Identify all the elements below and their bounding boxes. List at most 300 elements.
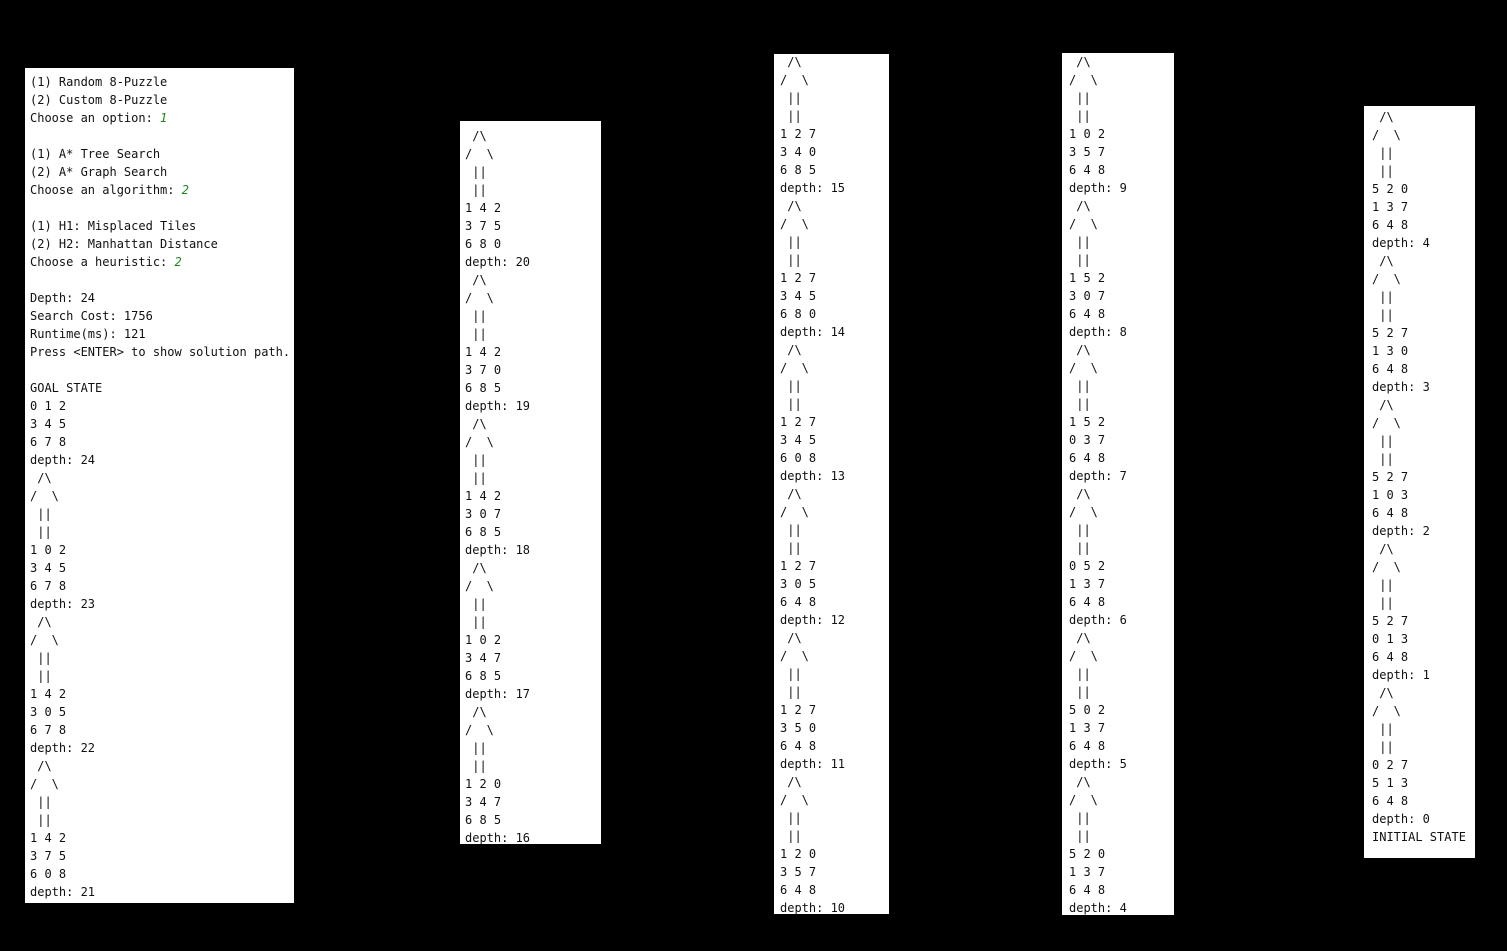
console-line [465,757,601,775]
console-line-text: / \ [780,505,809,519]
console-line [1069,791,1174,809]
console-line [780,593,889,611]
console-line [1069,395,1174,413]
console-line [1372,774,1475,792]
console-line-text: || [780,253,802,267]
console-line [780,71,889,89]
console-line-text: 3 4 5 [30,561,67,575]
console-line-text: 3 4 5 [780,289,817,303]
console-line [30,307,294,325]
console-line-text: 3 0 5 [30,705,67,719]
console-line [780,125,889,143]
console-line-text: 3 0 7 [465,507,502,521]
console-line [465,631,601,649]
console-line-text: /\ [30,615,52,629]
console-line [1069,467,1174,485]
console-line-text: /\ [1372,110,1394,124]
console-line [780,809,889,827]
console-line-text: (2) A* Graph Search [30,165,168,179]
console-line [465,307,601,325]
console-line [1069,161,1174,179]
console-line-text: /\ [1069,55,1091,69]
console-line [465,811,601,829]
console-line [780,467,889,485]
console-line [1069,629,1174,647]
console-line [1372,360,1475,378]
console-line-text: 6 4 8 [1069,595,1106,609]
console-line [1069,305,1174,323]
console-line-text: depth: 11 [780,757,846,771]
console-line-text: || [780,379,802,393]
console-line [1372,198,1475,216]
console-line-text: / \ [780,793,809,807]
console-line [1069,899,1174,915]
console-line [780,143,889,161]
console-line [1069,647,1174,665]
console-line [30,325,294,343]
console-line [465,397,601,415]
console-lines [1062,53,1174,915]
console-line [780,719,889,737]
console-line-text: 6 4 8 [1372,794,1409,808]
console-line-text: /\ [30,471,52,485]
console-line-text: / \ [1069,505,1098,519]
console-line-text: || [1372,596,1394,610]
console-line-text: /\ [1069,343,1091,357]
console-line-text: / \ [780,217,809,231]
console-line [780,161,889,179]
console-lines [774,54,889,914]
console-line [1069,773,1174,791]
console-line-text: 0 5 2 [1069,559,1106,573]
console-line-text: 6 8 5 [465,525,502,539]
console-line-text: 1 3 0 [1372,344,1409,358]
console-line [780,54,889,71]
console-line [1069,377,1174,395]
console-line-text: 6 8 5 [465,813,502,827]
console-line [1069,71,1174,89]
console-line-text: / \ [780,361,809,375]
console-line-text: depth: 4 [1372,236,1430,250]
console-line-text: depth: 16 [465,831,531,844]
console-line [1372,216,1475,234]
console-line-text: INITIAL STATE [1372,830,1466,844]
console-line [30,469,294,487]
console-line-text: || [1069,523,1091,537]
console-line-text: 3 4 0 [780,145,817,159]
console-line [1372,666,1475,684]
console-line-text: 1 0 2 [465,633,502,647]
console-line-text: 6 7 8 [30,723,67,737]
console-panel-5 [1364,106,1475,858]
console-line-text: 1 4 2 [30,831,67,845]
console-line-text: 6 4 8 [1069,307,1106,321]
console-line [30,703,294,721]
console-line [465,829,601,844]
console-line [780,557,889,575]
console-line [1069,287,1174,305]
console-line [465,325,601,343]
console-line-text: 5 1 3 [1372,776,1409,790]
console-line [30,397,294,415]
console-line [30,631,294,649]
console-line-text: (1) H1: Misplaced Tiles [30,219,197,233]
console-line [1069,341,1174,359]
console-line-text: 3 4 7 [465,795,502,809]
console-line-text: || [1372,308,1394,322]
console-line-text: / \ [1372,416,1401,430]
console-line [1069,89,1174,107]
console-line-text: || [1372,740,1394,754]
console-line [30,91,294,109]
console-line [780,431,889,449]
console-line [30,577,294,595]
console-line [780,305,889,323]
console-line [1069,215,1174,233]
console-line [30,253,294,271]
console-line [1069,593,1174,611]
console-line-text: Search Cost: 1756 [30,309,153,323]
console-line [780,323,889,341]
console-line [780,539,889,557]
console-line-text: Depth: 24 [30,291,96,305]
console-line-text: || [465,615,487,629]
console-line-text: || [1372,434,1394,448]
console-line-text: || [1372,290,1394,304]
console-line-text: depth: 22 [30,741,96,755]
console-line [30,523,294,541]
console-line-text: / \ [465,147,494,161]
console-line [465,595,601,613]
console-line [780,179,889,197]
console-line-text: 6 4 8 [1069,739,1106,753]
console-line [30,181,294,199]
console-line-text: 1 0 2 [1069,127,1106,141]
console-line [465,433,601,451]
console-line [780,485,889,503]
console-line-text: 1 2 7 [780,559,817,573]
console-line [1372,162,1475,180]
console-line-text: depth: 12 [780,613,846,627]
console-line [30,883,294,901]
console-line [30,541,294,559]
console-line-text: / \ [1069,361,1098,375]
console-line-text: || [465,759,487,773]
console-line-text: || [30,669,52,683]
console-line-text: 3 7 0 [465,363,502,377]
console-line [30,811,294,829]
console-line [30,433,294,451]
console-line [1069,719,1174,737]
console-line-text: || [1372,722,1394,736]
console-line [1372,594,1475,612]
console-line-text: 6 8 5 [465,381,502,395]
console-line [1372,828,1475,846]
console-panel-2 [460,121,601,844]
console-line [465,775,601,793]
console-line [1372,684,1475,702]
console-line [30,271,294,289]
console-line-text: (1) A* Tree Search [30,147,161,161]
console-line [465,721,601,739]
console-line-text: depth: 15 [780,181,846,195]
console-line-text: 5 0 2 [1069,703,1106,717]
console-line-text: || [1069,109,1091,123]
console-line [1372,252,1475,270]
console-line-text: || [1069,667,1091,681]
console-line [465,667,601,685]
console-line-text: depth: 21 [30,885,96,899]
console-line [465,685,601,703]
console-line-text: depth: 18 [465,543,531,557]
console-line-text: / \ [1372,704,1401,718]
console-line-text: 6 4 8 [780,739,817,753]
console-line [780,845,889,863]
console-line-text: /\ [780,343,802,357]
console-line [780,611,889,629]
console-line-text: 6 7 8 [30,435,67,449]
console-line [1372,324,1475,342]
console-line-text: / \ [1069,793,1098,807]
console-line-text: depth: 4 [1069,901,1127,915]
console-line [780,89,889,107]
console-line [30,289,294,307]
console-line-text: 1 3 7 [1069,577,1106,591]
console-line [1069,143,1174,161]
console-line [1069,755,1174,773]
console-line-text: /\ [465,417,487,431]
console-line [780,791,889,809]
console-line-text: 1 4 2 [465,201,502,215]
console-line [1069,683,1174,701]
console-line-text: depth: 1 [1372,668,1430,682]
console-line-text: 1 4 2 [465,489,502,503]
console-line [780,413,889,431]
console-line-text: 3 5 7 [780,865,817,879]
console-line-text: 6 0 8 [30,867,67,881]
console-line-text: /\ [780,775,802,789]
console-line-text: /\ [1069,775,1091,789]
console-line [465,271,601,289]
console-line [1372,612,1475,630]
console-line-text: depth: 20 [465,255,531,269]
console-line-text: depth: 19 [465,399,531,413]
console-line-text: || [1069,811,1091,825]
console-line [1069,611,1174,629]
console-line-text: 5 2 7 [1372,326,1409,340]
console-line-text: || [780,811,802,825]
console-line [780,899,889,914]
console-line-text: / \ [1069,217,1098,231]
console-line [465,253,601,271]
console-line-text: || [465,453,487,467]
console-line [465,235,601,253]
console-line [465,505,601,523]
console-line-text: depth: 14 [780,325,846,339]
console-line-text: || [1069,541,1091,555]
console-line [465,451,601,469]
console-line-text: || [1069,91,1091,105]
console-line [1372,540,1475,558]
console-line-text: / \ [1372,272,1401,286]
console-line [465,541,601,559]
console-line [1069,197,1174,215]
console-line-text: / \ [30,489,59,503]
console-line [1069,125,1174,143]
console-line [780,197,889,215]
console-line-text: || [780,91,802,105]
console-line-text: Runtime(ms): 121 [30,327,146,341]
console-line [30,361,294,379]
console-line [780,215,889,233]
console-line [780,863,889,881]
console-line-text: || [30,507,52,521]
console-line [1372,450,1475,468]
console-line-text: || [1372,146,1394,160]
console-line [30,667,294,685]
console-line [30,829,294,847]
console-line-text: 3 0 5 [780,577,817,591]
console-line [30,415,294,433]
console-line [1372,414,1475,432]
console-line-text: || [780,541,802,555]
console-line [465,613,601,631]
console-line-text: depth: 10 [780,901,846,914]
console-line-text: || [465,309,487,323]
console-line-text: || [780,667,802,681]
console-line [1069,557,1174,575]
console-line [30,757,294,775]
console-line [30,73,294,91]
console-line-text: 3 5 0 [780,721,817,735]
console-line [1069,413,1174,431]
console-line-text: || [1372,578,1394,592]
console-line-text: / \ [1069,649,1098,663]
console-line-text: 1 2 7 [780,127,817,141]
console-line [1372,504,1475,522]
console-line [30,649,294,667]
console-line [30,595,294,613]
console-line [1069,737,1174,755]
console-line [465,487,601,505]
console-line [465,559,601,577]
console-line-text: /\ [1069,199,1091,213]
console-line-text: /\ [30,759,52,773]
console-line-text: / \ [465,723,494,737]
console-line [780,665,889,683]
console-line-text: 6 7 8 [30,579,67,593]
console-line-text: /\ [780,487,802,501]
console-line-text: 6 4 8 [1372,506,1409,520]
console-line [780,395,889,413]
console-line-text: 1 2 0 [465,777,502,791]
console-line [465,469,601,487]
console-line-text: 6 8 5 [780,163,817,177]
console-line [465,217,601,235]
console-line [30,739,294,757]
console-line-text: / \ [30,633,59,647]
console-panel-3 [774,54,889,914]
console-line [1069,521,1174,539]
console-line-text: 3 0 7 [1069,289,1106,303]
console-line [780,377,889,395]
console-line [465,703,601,721]
console-line [1069,449,1174,467]
console-line-text: || [30,795,52,809]
console-line-text: (2) H2: Manhattan Distance [30,237,218,251]
console-line-text: 6 4 8 [1372,650,1409,664]
console-line-text: /\ [1372,398,1394,412]
console-line [1069,881,1174,899]
console-line-text: || [30,813,52,827]
console-line [30,613,294,631]
console-line [465,343,601,361]
console-line-text: /\ [465,705,487,719]
user-input-value: 2 [181,183,189,197]
console-line [1372,396,1475,414]
console-line-text: 6 4 8 [1069,883,1106,897]
console-line [780,881,889,899]
console-line-text: || [1372,452,1394,466]
console-line [30,505,294,523]
console-line-text: 1 3 7 [1069,865,1106,879]
console-line-text: / \ [30,777,59,791]
console-line-text: || [780,829,802,843]
console-line [1372,342,1475,360]
console-line [1069,503,1174,521]
console-line-text: 1 3 7 [1372,200,1409,214]
console-line-text: depth: 9 [1069,181,1127,195]
console-line-text: 1 0 3 [1372,488,1409,502]
console-line [1372,648,1475,666]
console-line-text: 3 4 5 [780,433,817,447]
console-line-text: || [780,235,802,249]
console-line [1372,738,1475,756]
console-line-text: / \ [465,291,494,305]
console-line [1372,108,1475,126]
console-line-text: Press <ENTER> to show solution path. [30,345,291,359]
console-line [780,233,889,251]
console-line [30,685,294,703]
console-line-text: 3 5 7 [1069,145,1106,159]
console-line [1069,323,1174,341]
console-line-text: || [465,165,487,179]
console-line-text: 6 4 8 [780,883,817,897]
console-line-text: depth: 24 [30,453,96,467]
console-line [1372,576,1475,594]
console-line [1069,359,1174,377]
console-line-text: 1 2 7 [780,703,817,717]
console-line [1372,378,1475,396]
console-line [780,251,889,269]
console-line-text: || [465,741,487,755]
console-line-text: GOAL STATE [30,381,103,395]
console-line-text: 6 8 0 [780,307,817,321]
console-line [465,379,601,397]
console-line-text: || [1069,685,1091,699]
console-lines [1364,108,1475,846]
console-line [30,127,294,145]
console-line-text: 5 2 0 [1069,847,1106,861]
console-line-text: 0 2 7 [1372,758,1409,772]
console-line-text: depth: 0 [1372,812,1430,826]
console-line [1372,522,1475,540]
console-line [30,109,294,127]
console-line [1372,270,1475,288]
console-line-text: /\ [465,129,487,143]
console-line [30,865,294,883]
console-line [1069,431,1174,449]
